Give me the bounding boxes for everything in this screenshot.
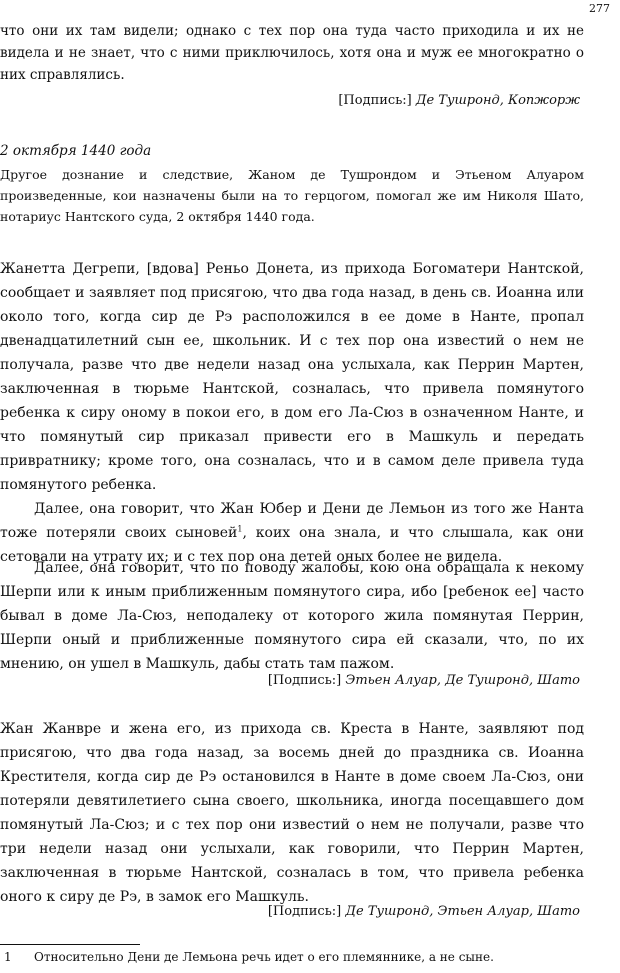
testimony-janvre-paragraph: Жан Жанвре и жена его, из прихода св. Креста в Нанте, заявляют под присягою, что два года назад, за восемь дней до праздника св. Иоанна Крестителя, когда сир де Рэ остановился в Нанте в доме своем Ла-Сюз, они потеряли девятилетиего сына своего, школьника, иногда посещавшего дом помянутый Ла-Сюз; и с тех пор они известий о нем не получали, разве что три недели назад они услыхали, как говорили, что Перрин Мартен, заключенная в тюрьме Нантской, созналась в том, что привела ребенка оного к сиру де Рэ, в замок его Машкуль.	[0, 721, 584, 905]
signature-names: Этьен Алуар, Де Тушронд, Шато	[345, 673, 580, 688]
footnote-text: Относительно Дени де Лемьона речь идет о его племяннике, а не сыне.	[34, 950, 494, 964]
signature-names: Де Тушронд, Копжорж	[415, 93, 580, 108]
footnote-marker: 1	[237, 524, 243, 534]
testimony-degrepi-paragraph-1: Жанетта Дегрепи, [вдова] Реньо Донета, из прихода Богоматери Нантской, сообщает и заявляет под присягою, что два года назад, в день св. Иоанна или около того, когда сир де Рэ расположился в ее доме в Нанте, пропал двенадцатилетний сын ее, школьник. И с тех пор она известий о нем не получала, разве что две недели назад она услыхала, как Перрин Мартен, заключенная в тюрьме Нантской, созналась, что привела помянутого ребенка к сиру оному в покои его, в дом его Ла-Сюз в означенном Нанте, и что помянутый сир приказал привести его в Машкуль и передать привратнику; кроме того, она созналась, что и в самом деле привела туда помянутого ребенка.	[0, 261, 584, 493]
footnote-divider	[0, 944, 140, 945]
testimony-degrepi-paragraph-3: Далее, она говорит, что по поводу жалобы, кою она обращала к некому Шерпи или к иным приближенным помянутого сира, ибо [ребенок ее] часто бывал в доме Ла-Сюз, неподалеку от которого жила помянутая Перрин, Шерпи оный и приближенные помянутого сира ей сказали, что, по их мнению, он ушел в Машкуль, дабы стать там пажом.	[0, 560, 584, 672]
signature-names: Де Тушронд, Этьен Алуар, Шато	[345, 904, 580, 919]
footnote-number: 1	[4, 950, 12, 964]
signature-label: [Подпись:]	[267, 673, 342, 688]
para2-text-before: Далее, она говорит, что Жан Юбер и Дени де Лемьон из того же Нанта тоже потеряли своих сыновей	[0, 501, 584, 541]
inquiry-intro: Другое дознание и следствие, Жаном де Тушрондом и Этьеном Алуаром произведенные, кои назначены были на то герцогом, помогал же им Николя Шато, нотариус Нантского суда, 2 октября 1440 года.	[0, 167, 584, 224]
signature-line-3	[268, 904, 580, 919]
signature-label: [Подпись:]	[338, 93, 412, 108]
signature-line-2	[268, 673, 580, 688]
para2-text-after: , коих она знала, и что слышала, как они сетовали на утрату их; и с тех пор она детей оных более не видела.	[0, 525, 584, 565]
signature-label: [Подпись:]	[267, 904, 342, 919]
date-heading: 2 октября 1440 года	[0, 143, 152, 159]
footnote	[0, 950, 600, 964]
continuation-paragraph: что они их там видели; однако с тех пор она туда часто приходила и их не видела и не знает, что с ними приключилось, хотя она и муж ее многократно о них справлялись.	[0, 23, 584, 83]
signature-line-1	[338, 93, 580, 108]
page-number: 277	[589, 2, 610, 15]
